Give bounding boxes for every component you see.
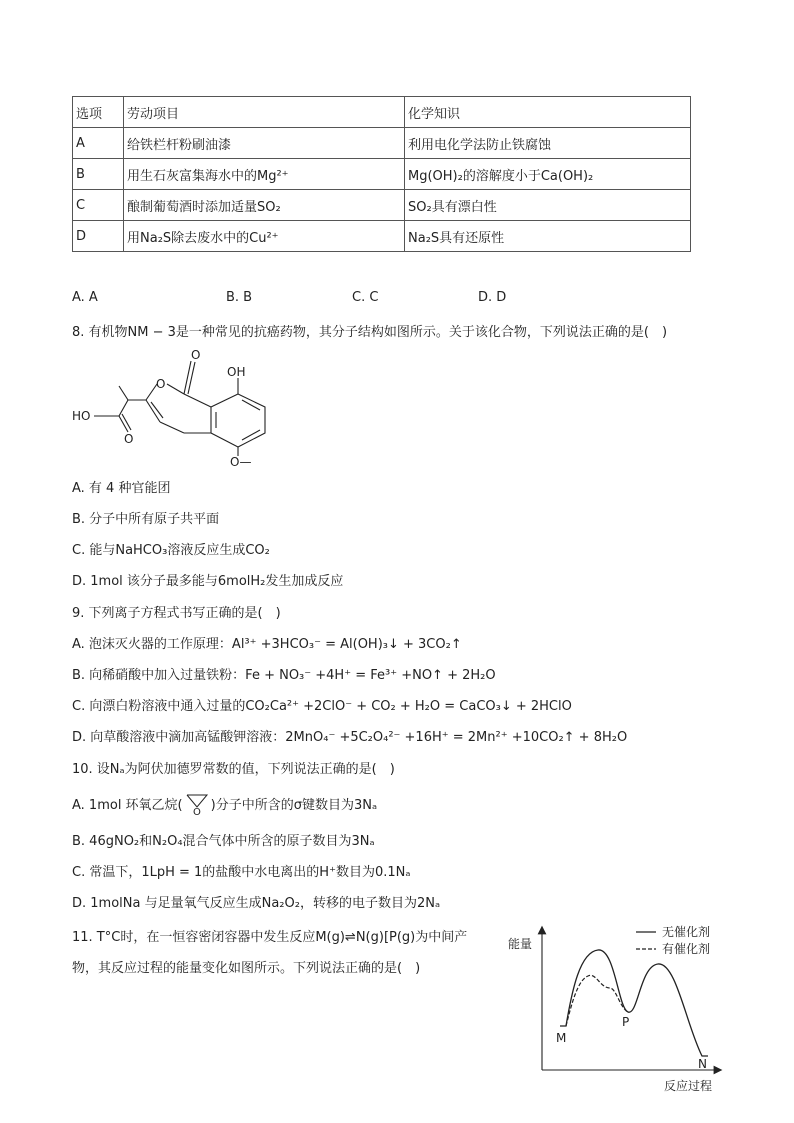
q10-option-a-post: )分子中所含的σ键数目为3Nₐ <box>210 797 378 813</box>
table-header-cell: 化学知识 <box>405 97 691 128</box>
table-cell: 酿制葡萄酒时添加适量SO₂ <box>124 190 405 221</box>
table-cell: A <box>73 128 124 159</box>
benzene-ring <box>211 394 265 447</box>
q11-stem-line1: 11. T°C时，在一恒容密闭容器中发生反应M(g)⇌N(g)[P(g)为中间产 <box>72 930 468 945</box>
q10-option-a[interactable] <box>72 791 377 815</box>
q9-option-b[interactable]: B. 向稀硝酸中加入过量铁粉：Fe + NO₃⁻ +4H⁺ = Fe³⁺ +NO↑ + 2H₂O <box>72 668 496 683</box>
table-header-cell: 选项 <box>73 97 124 128</box>
table-header-cell: 劳动项目 <box>124 97 405 128</box>
q10-option-a-pre: A. 1mol 环氧乙烷( <box>72 797 183 813</box>
q7-option-c[interactable]: C. C <box>352 290 379 305</box>
q7-option-a[interactable]: A. A <box>72 290 98 305</box>
table-cell: 利用电化学法防止铁腐蚀 <box>405 128 691 159</box>
point-p-label: P <box>622 1015 630 1029</box>
q9-option-c[interactable]: C. 向漂白粉溶液中通入过量的CO₂Ca²⁺ +2ClO⁻ + CO₂ + H₂O = CaCO₃↓ + 2HClO <box>72 699 572 714</box>
carbonyl-oxygen-label: O <box>191 348 201 362</box>
table-cell: 用生石灰富集海水中的Mg²⁺ <box>124 159 405 190</box>
hydroxyl-label: OH <box>227 365 246 379</box>
legend-catalyst: 有催化剂 <box>662 942 711 956</box>
table-cell: B <box>73 159 124 190</box>
table-cell: 用Na₂S除去废水中的Cu²⁺ <box>124 221 405 252</box>
q8-option-c[interactable]: C. 能与NaHCO₃溶液反应生成CO₂ <box>72 543 270 558</box>
table-row <box>73 221 691 252</box>
q8-option-a[interactable]: A. 有 4 种官能团 <box>72 481 171 496</box>
x-axis-label: 反应过程 <box>664 1079 713 1093</box>
table-row <box>73 128 691 159</box>
table-cell: Na₂S具有还原性 <box>405 221 691 252</box>
ring-oxygen-label: O <box>156 377 166 391</box>
table-cell: 给铁栏杆粉刷油漆 <box>124 128 405 159</box>
point-m-label: M <box>556 1031 567 1045</box>
q10-option-b[interactable]: B. 46gNO₂和N₂O₄混合气体中所含的原子数目为3Nₐ <box>72 834 375 849</box>
table-cell: SO₂具有漂白性 <box>405 190 691 221</box>
y-axis-label: 能量 <box>508 937 533 951</box>
q9-option-d[interactable]: D. 向草酸溶液中滴加高锰酸钾溶液：2MnO₄⁻ +5C₂O₄²⁻ +16H⁺ = 2Mn²⁺ +10CO₂↑ + 8H₂O <box>72 730 628 745</box>
q8-stem: 8. 有机物NM − 3是一种常见的抗癌药物，其分子结构如图所示。关于该化合物，下列说法正确的是( ) <box>72 325 668 340</box>
q8-option-b[interactable]: B. 分子中所有原子共平面 <box>72 512 220 527</box>
epoxide-ring-icon <box>183 791 211 815</box>
q9-stem: 9. 下列离子方程式书写正确的是( ) <box>72 606 281 621</box>
table-cell: C <box>73 190 124 221</box>
q10-stem: 10. 设Nₐ为阿伏加德罗常数的值，下列说法正确的是( ) <box>72 762 395 777</box>
q10-option-c[interactable]: C. 常温下，1LpH = 1的盐酸中水电离出的H⁺数目为0.1Nₐ <box>72 865 411 880</box>
methoxy-label: O— <box>230 455 252 469</box>
q10-option-d[interactable]: D. 1molNa 与足量氧气反应生成Na₂O₂，转移的电子数目为2Nₐ <box>72 896 441 911</box>
svg-text:O: O <box>192 807 201 815</box>
table-row <box>73 190 691 221</box>
acid-oxygen-label: O <box>124 432 134 446</box>
q8-option-d[interactable]: D. 1mol 该分子最多能与6molH₂发生加成反应 <box>72 574 344 589</box>
table-cell: Mg(OH)₂的溶解度小于Ca(OH)₂ <box>405 159 691 190</box>
table-row <box>73 159 691 190</box>
q7-option-d[interactable]: D. D <box>478 290 507 305</box>
molecular-structure-diagram <box>70 344 270 470</box>
legend-no-catalyst: 无催化剂 <box>662 925 711 939</box>
point-n-label: N <box>698 1057 707 1071</box>
q9-option-a[interactable]: A. 泡沫灭火器的工作原理：Al³⁺ +3HCO₃⁻ = Al(OH)₃↓ + 3CO₂↑ <box>72 637 462 652</box>
q7-table <box>72 96 691 252</box>
acid-ho-label: HO <box>72 409 91 423</box>
q7-option-b[interactable]: B. B <box>226 290 253 305</box>
table-header-row <box>73 97 691 128</box>
curve-no-catalyst <box>560 950 708 1056</box>
table-cell: D <box>73 221 124 252</box>
energy-diagram <box>500 920 730 1095</box>
q11-stem-line2: 物，其反应过程的能量变化如图所示。下列说法正确的是( ) <box>72 961 421 976</box>
